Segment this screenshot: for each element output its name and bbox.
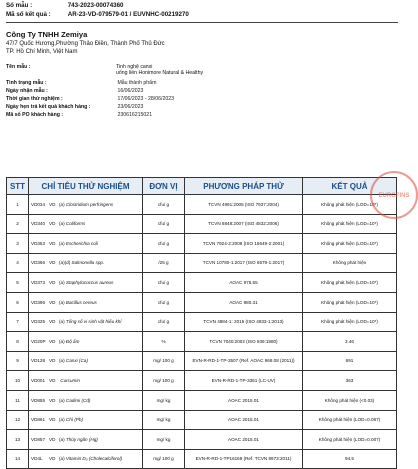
row-criteria bbox=[29, 195, 143, 215]
row-lab: VD bbox=[49, 338, 56, 344]
row-criteria-name: Salmonella spp. bbox=[71, 260, 105, 266]
po-number-label: Mã số PO khách hàng : bbox=[6, 112, 64, 118]
row-code: VD20P bbox=[31, 338, 46, 344]
row-criteria bbox=[29, 312, 143, 332]
header-divider bbox=[6, 22, 398, 23]
table-row bbox=[7, 214, 397, 234]
row-result: 363 bbox=[303, 371, 397, 391]
row-code: VD325 bbox=[31, 319, 46, 325]
col-header-result: KẾT QUẢ bbox=[303, 178, 397, 195]
table-row bbox=[7, 449, 397, 469]
company-address-line1: 47/7 Quốc Hương,Phường Thảo Điền, Thành Phố Thủ Đức bbox=[6, 41, 165, 47]
row-accreditation: (a) bbox=[59, 240, 65, 246]
row-accreditation: (a) bbox=[59, 338, 65, 344]
row-criteria-name: Coliforms bbox=[65, 221, 86, 227]
row-method: TCVN 7924-2:2008 (ISO 16649-2:2001) bbox=[185, 234, 303, 254]
row-code: VD034 bbox=[31, 201, 46, 207]
row-lab: VD bbox=[49, 319, 56, 325]
row-lab: VD bbox=[49, 221, 56, 227]
row-code: VD366 bbox=[31, 260, 46, 266]
row-criteria-name: Escherichia coli bbox=[65, 240, 98, 246]
row-method: TCVN 4884-1: 2015 (ISO 4833-1:2013) bbox=[185, 312, 303, 332]
row-criteria-name: Staphylococcus aureus bbox=[65, 279, 114, 285]
row-method: TCVN 7040:2002 (ISO 939:1980) bbox=[185, 332, 303, 352]
row-criteria-name: Bacillus cereus bbox=[65, 299, 97, 305]
test-time-row bbox=[6, 96, 174, 102]
received-date-label: Ngày nhận mẫu : bbox=[6, 88, 48, 94]
results-table bbox=[6, 177, 397, 469]
row-accreditation: (a) bbox=[59, 358, 65, 364]
row-stt: 11 bbox=[7, 390, 29, 410]
test-time: 17/06/2023 - 28/06/2023 bbox=[117, 96, 174, 102]
row-method: AOAC 2015.01 bbox=[185, 410, 303, 430]
row-unit: mg/ 100 g bbox=[143, 351, 185, 371]
row-stt: 5 bbox=[7, 273, 29, 293]
row-method: AOAC 2015.01 bbox=[185, 430, 303, 450]
row-unit: /25 g bbox=[143, 253, 185, 273]
row-accreditation: (a) bbox=[59, 436, 65, 442]
row-result: Không phát hiện (LOD=10*) bbox=[303, 273, 397, 293]
row-lab: VD bbox=[49, 279, 56, 285]
row-code: VD857 bbox=[31, 436, 46, 442]
row-criteria bbox=[29, 214, 143, 234]
sample-name-line2: uống liền Honimore Natural & Healthy bbox=[116, 70, 204, 76]
table-row bbox=[7, 351, 397, 371]
issue-date-label: Ngày hẹn trả kết quả khách hàng : bbox=[6, 104, 91, 110]
row-code: VD4L bbox=[31, 456, 43, 462]
report-number: AR-23-VD-079579-01 / EUVNHC-00219270 bbox=[67, 11, 189, 18]
sample-number-label: Số mẫu : bbox=[6, 2, 33, 9]
row-accreditation: (a) bbox=[59, 299, 65, 305]
report-number-line bbox=[6, 11, 189, 19]
row-criteria-name: Curcumin bbox=[60, 377, 80, 383]
sample-status-row bbox=[6, 80, 156, 86]
row-stt: 4 bbox=[7, 253, 29, 273]
row-stt: 1 bbox=[7, 195, 29, 215]
row-lab: VD bbox=[49, 417, 56, 423]
row-stt: 3 bbox=[7, 234, 29, 254]
row-code: VD855 bbox=[31, 397, 46, 403]
row-accreditation: (a) bbox=[59, 201, 65, 207]
row-stt: 9 bbox=[7, 351, 29, 371]
col-header-unit: ĐƠN VỊ bbox=[143, 178, 185, 195]
received-date-row bbox=[6, 88, 143, 94]
sample-status-label: Tình trạng mẫu : bbox=[6, 80, 47, 86]
row-stt: 13 bbox=[7, 430, 29, 450]
report-number-label: Mã số kết quả : bbox=[6, 11, 51, 18]
row-method: AOAC 975.55 bbox=[185, 273, 303, 293]
row-accreditation: (a) bbox=[59, 397, 65, 403]
table-row bbox=[7, 312, 397, 332]
row-unit: % bbox=[143, 332, 185, 352]
row-result: Không phát hiện bbox=[303, 253, 397, 273]
table-row bbox=[7, 253, 397, 273]
row-criteria bbox=[29, 351, 143, 371]
row-accreditation: (a) bbox=[59, 319, 65, 325]
table-row bbox=[7, 371, 397, 391]
row-lab: VD bbox=[49, 260, 56, 266]
row-lab: VD bbox=[49, 201, 56, 207]
row-lab: VD bbox=[49, 397, 56, 403]
sample-status: Mẫu thành phẩm bbox=[117, 80, 157, 86]
row-criteria-name: Vitamin D₃ (Cholecalciferol) bbox=[65, 456, 123, 462]
lab-stamp: EUROFINS bbox=[370, 171, 418, 219]
row-code: VD128 bbox=[31, 358, 46, 364]
row-lab: VD bbox=[49, 299, 56, 305]
row-criteria-name: Clostridium perfringens bbox=[65, 201, 114, 207]
row-unit: mg/ 100 g bbox=[143, 371, 185, 391]
row-code: VD861 bbox=[31, 417, 46, 423]
row-lab: VD bbox=[49, 436, 56, 442]
row-criteria-name: Canxi (Ca) bbox=[65, 358, 88, 364]
row-code: VD373 bbox=[31, 279, 46, 285]
sample-number-line bbox=[6, 2, 123, 10]
table-row bbox=[7, 292, 397, 312]
row-stt: 8 bbox=[7, 332, 29, 352]
row-unit: mg/ kg bbox=[143, 410, 185, 430]
row-result: Không phát hiện (LOD=10*) bbox=[303, 195, 397, 215]
row-code: VD001 bbox=[31, 377, 46, 383]
row-accreditation: (a) bbox=[59, 456, 65, 462]
row-stt: 12 bbox=[7, 410, 29, 430]
test-time-label: Thời gian thử nghiệm : bbox=[6, 96, 63, 102]
row-criteria-name: Cadimi (Cd) bbox=[65, 397, 91, 403]
row-result: Không phát hiện (LOD=10*) bbox=[303, 292, 397, 312]
po-number: 230616215021 bbox=[117, 112, 153, 118]
row-accreditation: (a)(d) bbox=[59, 260, 71, 266]
row-lab: VD bbox=[49, 358, 56, 364]
table-row bbox=[7, 234, 397, 254]
row-unit: cfu/ g bbox=[143, 292, 185, 312]
row-criteria bbox=[29, 253, 143, 273]
row-result: Không phát hiện (LOD=0.067) bbox=[303, 410, 397, 430]
row-method: EVN-R-RD-1-TP-3361 (LC-UV) bbox=[185, 371, 303, 391]
col-header-method: PHƯƠNG PHÁP THỬ bbox=[185, 178, 303, 195]
row-result: 94.5 bbox=[303, 449, 397, 469]
row-criteria bbox=[29, 449, 143, 469]
row-stt: 2 bbox=[7, 214, 29, 234]
row-accreditation: (a) bbox=[59, 279, 65, 285]
row-unit: cfu/ g bbox=[143, 195, 185, 215]
issue-date: 23/06/2023 bbox=[117, 104, 144, 110]
row-result: 691 bbox=[303, 351, 397, 371]
table-row bbox=[7, 410, 397, 430]
company-name: Công Ty TNHH Zemiya bbox=[6, 30, 88, 39]
row-accreditation: (a) bbox=[59, 417, 65, 423]
row-accreditation: (a) bbox=[59, 221, 65, 227]
received-date: 16/06/2023 bbox=[117, 88, 144, 94]
row-stt: 14 bbox=[7, 449, 29, 469]
row-criteria-name: Chì (Pb) bbox=[65, 417, 84, 423]
table-row bbox=[7, 332, 397, 352]
sample-name-row bbox=[6, 64, 116, 70]
table-row bbox=[7, 195, 397, 215]
row-lab: VD bbox=[49, 377, 56, 383]
row-result: Không phát hiện (LOD=10*) bbox=[303, 214, 397, 234]
sample-number: 743-2023-00074360 bbox=[67, 2, 124, 9]
row-criteria bbox=[29, 273, 143, 293]
row-criteria bbox=[29, 410, 143, 430]
row-unit: cfu/ g bbox=[143, 234, 185, 254]
row-method: EVN-R-RD-1-TP-3507 (Ref. AOAC 968.08 (2011)) bbox=[185, 351, 303, 371]
row-lab: VD bbox=[49, 456, 56, 462]
row-unit: cfu/ g bbox=[143, 214, 185, 234]
row-result: 3.46 bbox=[303, 332, 397, 352]
results-header-row bbox=[7, 178, 397, 195]
row-criteria bbox=[29, 390, 143, 410]
row-result: Không phát hiện (LOD=10*) bbox=[303, 312, 397, 332]
row-result: Không phát hiện (<0.03) bbox=[303, 390, 397, 410]
row-result: Không phát hiện (LOD=0.007) bbox=[303, 430, 397, 450]
row-method: TCVN 6848:2007 (ISO 4832:2006) bbox=[185, 214, 303, 234]
row-result: Không phát hiện (LOD=10*) bbox=[303, 234, 397, 254]
row-stt: 10 bbox=[7, 371, 29, 391]
row-unit: cfu/ g bbox=[143, 312, 185, 332]
row-method: AOAC 980.31 bbox=[185, 292, 303, 312]
row-criteria-name: Độ ẩm bbox=[65, 338, 80, 344]
sample-name-line1: Tinh nghệ canxi bbox=[116, 64, 153, 70]
company-address-line2: TP. Hồ Chí Minh, Việt Nam bbox=[6, 49, 78, 55]
sample-name-label: Tên mẫu : bbox=[6, 64, 31, 70]
table-row bbox=[7, 430, 397, 450]
row-unit: mg/ kg bbox=[143, 390, 185, 410]
issue-date-row bbox=[6, 104, 143, 110]
row-criteria bbox=[29, 430, 143, 450]
row-method: TCVN 4991:2005 (ISO 7937:2004) bbox=[185, 195, 303, 215]
col-header-stt: STT bbox=[7, 178, 29, 195]
row-method: EVN-R-RD-1-TP16169 (Ref. TCVN 8973:2011) bbox=[185, 449, 303, 469]
row-code: VD353 bbox=[31, 240, 46, 246]
row-unit: mg/ kg bbox=[143, 430, 185, 450]
col-header-criteria: CHỈ TIÊU THỬ NGHIỆM bbox=[29, 178, 143, 195]
row-stt: 7 bbox=[7, 312, 29, 332]
row-criteria bbox=[29, 332, 143, 352]
row-code: VD396 bbox=[31, 299, 46, 305]
row-method: TCVN 10780-1:2017 (ISO 6579-1:2017) bbox=[185, 253, 303, 273]
po-number-row bbox=[6, 112, 152, 118]
row-criteria bbox=[29, 292, 143, 312]
row-unit: cfu/ g bbox=[143, 273, 185, 293]
row-criteria bbox=[29, 234, 143, 254]
row-criteria bbox=[29, 371, 143, 391]
table-row bbox=[7, 273, 397, 293]
row-lab: VD bbox=[49, 240, 56, 246]
sample-name-values bbox=[116, 64, 203, 76]
row-stt: 6 bbox=[7, 292, 29, 312]
table-row bbox=[7, 390, 397, 410]
row-criteria-name: Thủy ngân (Hg) bbox=[65, 436, 98, 442]
row-code: VD340 bbox=[31, 221, 46, 227]
row-method: AOAC 2015.01 bbox=[185, 390, 303, 410]
row-criteria-name: Tổng số vi sinh vật hiếu khí bbox=[65, 319, 122, 325]
row-unit: mg/ 100 g bbox=[143, 449, 185, 469]
